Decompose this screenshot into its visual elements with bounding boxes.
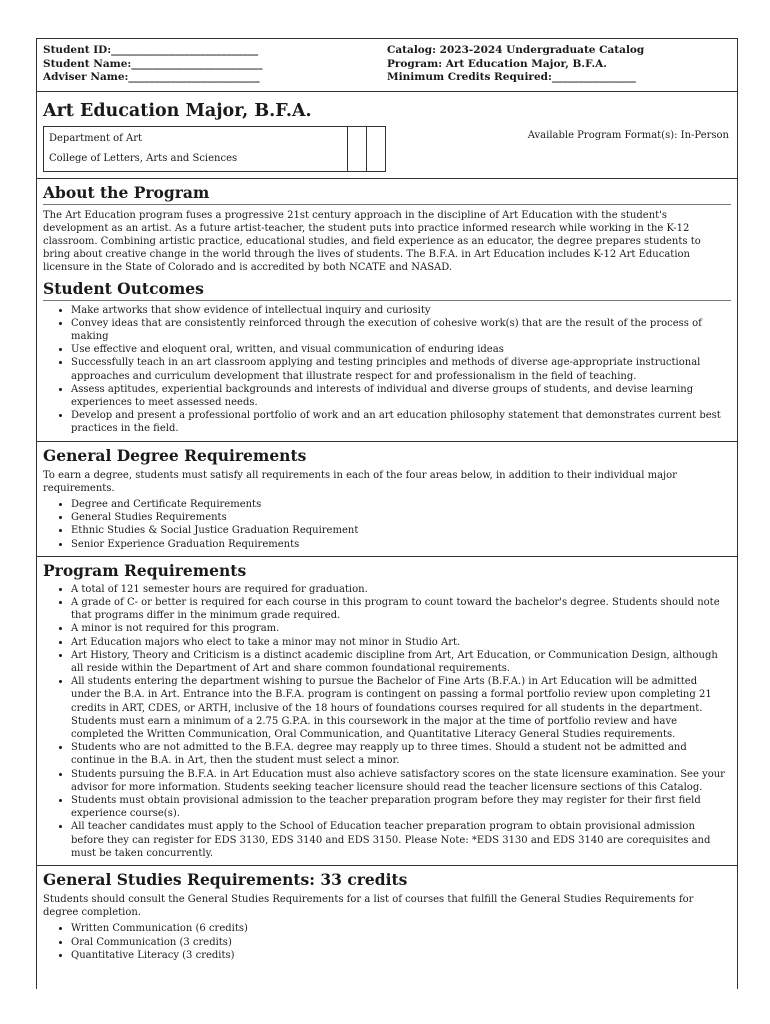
college-name: College of Letters, Arts and Sciences [49, 152, 238, 164]
section-heading: General Degree Requirements [43, 445, 307, 465]
list-item: • A grade of C- or better is required for each course in this program to count toward the bachelor's degree. Students should note that programs differ in the minimum grade required. [71, 596, 725, 622]
catalog-year: Catalog: 2023-2024 Undergraduate Catalog [387, 44, 645, 56]
min-credits-field: Minimum Credits Required:________________ [387, 71, 636, 83]
list-item: • Students must obtain provisional admission to the teacher preparation program before they may register for their first field experience course(s). [71, 794, 725, 820]
department-table [43, 126, 737, 172]
divider [43, 300, 731, 301]
list-item: • Degree and Certificate Requirements [71, 498, 725, 511]
list-item: • General Studies Requirements [71, 511, 725, 524]
student-id-field: Student ID:____________________________ [43, 44, 259, 56]
list-item: • A minor is not required for this program. [71, 622, 725, 635]
section-heading: About the Program [43, 182, 210, 202]
section-heading: General Studies Requirements: 33 credits [43, 870, 408, 890]
list-item: • Develop and present a professional portfolio of work and an art education philosophy statement that demonstrates current best practices in the field. [71, 409, 725, 435]
list-item: • Oral Communication (3 credits) [71, 936, 725, 949]
program-format: Available Program Format(s): In-Person [385, 126, 737, 172]
list-item: • Use effective and eloquent oral, written, and visual communication of enduring ideas [71, 343, 725, 356]
list-item: • Make artworks that show evidence of intellectual inquiry and curiosity [71, 304, 725, 317]
department-name: Department of Art [49, 132, 143, 144]
about-section [37, 183, 737, 436]
general-text: To earn a degree, students must satisfy all requirements in each of the four areas below, in addition to their individual major requirements. [43, 469, 677, 494]
about-text: The Art Education program fuses a progressive 21st century approach in the discipline of Art Education with the student's development as an artist. As a future artist-teacher, the student puts into practice informed research while working in the K-12 classroom. Combining artistic practice, educational studies, and field experience as an educator, the degree prepares students to bring about creative change in the world through the lives of students. The B.F.A. in Art Education includes K-12 Art Education licensure in the State of Colorado and is accredited by both NCATE and NASAD. [43, 209, 701, 274]
list-item: • All teacher candidates must apply to the School of Education teacher preparation program to obtain provisional admission before they can register for EDS 3130, EDS 3140 and EDS 3150. Please Note: *EDS 3130 and EDS 3140 are corequisites and must be taken concurrently. [71, 820, 725, 860]
adviser-name-field: Adviser Name:_________________________ [43, 71, 260, 83]
list-item: • A total of 121 semester hours are required for graduation. [71, 583, 725, 596]
page-title: Art Education Major, B.F.A. [43, 100, 312, 121]
program-list [37, 583, 725, 860]
gs-text: Students should consult the General Studies Requirements for a list of courses that fulfill the General Studies Requirements for degree completion. [43, 894, 694, 919]
general-section [37, 441, 737, 551]
header-block [37, 39, 737, 92]
program-section [37, 556, 737, 860]
list-item: • Students pursuing the B.F.A. in Art Education must also achieve satisfactory scores on the state licensure examination. See your advisor for more information. Students seeking teacher licensure should read the teacher licensure sections of this Catalog. [71, 768, 725, 794]
list-item: • All students entering the department wishing to pursue the Bachelor of Fine Arts (B.F.A.) in Art Education will be admitted under the B.A. in Art. Entrance into the B.F.A. program is contingent on passing a formal portfolio review upon completing 21 credits in ART, CDES, or ARTH, inclusive of the 18 hours of foundations courses required for all students in the department. Students must earn a minimum of a 2.75 G.P.A. in this coursework in the major at the time of portfolio review and have completed the Written Communication, Oral Communication, and Quantitative Literacy General Studies requirements. [71, 675, 725, 741]
student-info [43, 44, 387, 85]
list-item: • Successfully teach in an art classroom applying and testing principles and methods of diverse age-appropriate instructional approaches and curriculum development that illustrate respect for and professionalism in the field of teaching. [71, 356, 725, 382]
empty-cell [348, 126, 367, 172]
student-name-field: Student Name:_________________________ [43, 57, 263, 70]
section-heading: Program Requirements [43, 560, 247, 580]
list-item: • Ethnic Studies & Social Justice Graduation Requirement [71, 524, 725, 537]
list-item: • Art History, Theory and Criticism is a distinct academic discipline from Art, Art Education, or Communication Design, although all reside within the Department of Art and share common foundational requirements. [71, 649, 725, 675]
list-item: • Convey ideas that are consistently reinforced through the execution of cohesive work(s) that are the result of the process of making [71, 317, 725, 343]
department-cell [43, 126, 348, 172]
catalog-page [36, 38, 738, 989]
list-item: • Senior Experience Graduation Requirements [71, 538, 725, 551]
divider [37, 178, 737, 179]
list-item: • Art Education majors who elect to take a minor may not minor in Studio Art. [71, 636, 725, 649]
list-item: • Quantitative Literacy (3 credits) [71, 949, 725, 962]
empty-cell [367, 126, 386, 172]
gs-list [37, 922, 725, 962]
list-item: • Written Communication (6 credits) [71, 922, 725, 935]
section-heading: Student Outcomes [43, 278, 204, 298]
program-name: Program: Art Education Major, B.F.A. [387, 57, 607, 70]
general-list [37, 498, 725, 551]
divider [43, 204, 731, 205]
catalog-info [387, 44, 731, 85]
list-item: • Assess aptitudes, experiential backgrounds and interests of individual and diverse groups of students, and devise learning experiences to meet assessed needs. [71, 383, 725, 409]
list-item: • Students who are not admitted to the B.F.A. degree may reapply up to three times. Should a student not be admitted and continue in the B.A. in Art, then the student must select a minor. [71, 741, 725, 767]
gs-section [37, 865, 737, 962]
outcomes-list [37, 304, 725, 436]
